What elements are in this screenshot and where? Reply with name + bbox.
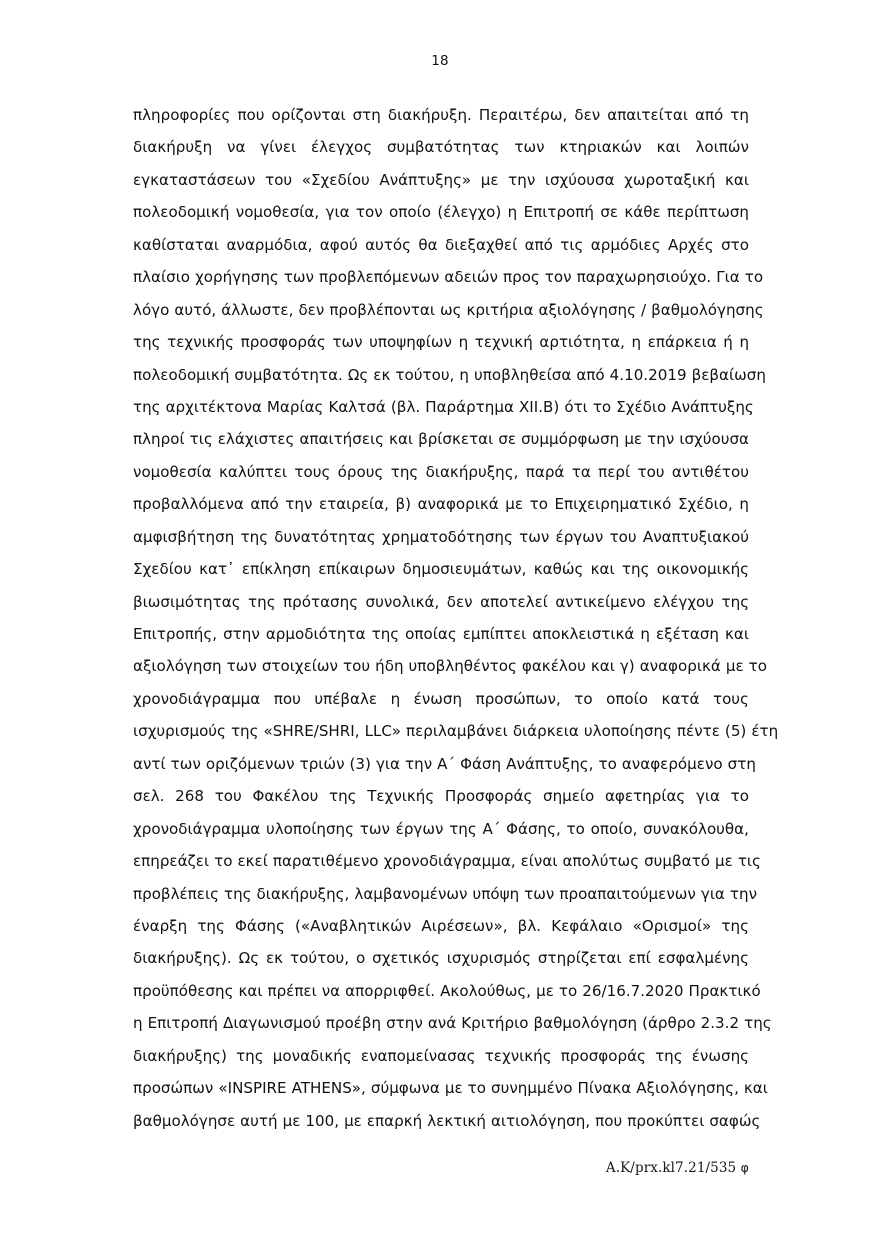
body-line: πληροφορίες που ορίζονται στη διακήρυξη. Περαιτέρω, δεν απαιτείται από τη	[133, 106, 749, 124]
body-line: πολεοδομική συμβατότητα. Ως εκ τούτου, η υποβληθείσα από 4.10.2019 βεβαίωση	[133, 365, 766, 384]
body-line: νομοθεσία καλύπτει τους όρους της διακήρυξης, παρά τα περί του αντιθέτου	[133, 462, 750, 481]
body-line: Επιτροπής, στην αρμοδιότητα της οποίας εμπίπτει αποκλειστικά η εξέταση και	[133, 625, 749, 643]
footer-reference	[133, 1158, 749, 1178]
body-line: προϋπόθεσης και πρέπει να απορριφθεί. Ακολούθως, με το 26/16.7.2020 Πρακτικό	[133, 981, 761, 1000]
body-line: της τεχνικής προσφοράς των υποψηφίων η τεχνική αρτιότητα, η επάρκεια ή η	[133, 333, 750, 352]
footer-suffix: φ	[740, 1160, 749, 1175]
body-line: διακήρυξη να γίνει έλεγχος συμβατότητας των κτηριακών και λοιπών	[133, 138, 749, 157]
body-line: λόγο αυτό, άλλωστε, δεν προβλέπονται ως κριτήρια αξιολόγησης / βαθμολόγησης	[133, 300, 764, 319]
page-number: 18	[431, 53, 449, 69]
body-line: Σχεδίου κατ᾽ επίκληση επίκαιρων δημοσιευμάτων, καθώς και της οικονομικής	[133, 560, 750, 579]
body-line: αντί των οριζόμενων τριών (3) για την Α΄ Φάση Ανάπτυξης, το αναφερόμενο στη	[133, 754, 756, 773]
body-text-block	[133, 99, 779, 1137]
body-line: διακήρυξης) της μοναδικής εναπομείνασας τεχνικής προσφοράς της ένωσης	[133, 1046, 750, 1065]
body-line: αμφισβήτηση της δυνατότητας χρηματοδότησης των έργων του Αναπτυξιακού	[133, 527, 749, 546]
body-line: ισχυρισμούς της «SHRE/SHRI, LLC» περιλαμβάνει διάρκεια υλοποίησης πέντε (5) έτη	[133, 722, 779, 741]
body-line: πληροί τις ελάχιστες απαιτήσεις και βρίσκεται σε συμμόρφωση με την ισχύουσα	[133, 430, 750, 449]
body-line: καθίσταται αναρμόδια, αφού αυτός θα διεξαχθεί από τις αρμόδιες Αρχές στο	[133, 235, 749, 254]
body-line: πολεοδομική νομοθεσία, για τον οποίο (έλεγχο) η Επιτροπή σε κάθε περίπτωση	[133, 203, 750, 222]
body-line: έναρξη της Φάσης («Αναβλητικών Αιρέσεων», βλ. Κεφάλαιο «Ορισμοί» της	[133, 916, 749, 935]
body-line: σελ. 268 του Φακέλου της Τεχνικής Προσφοράς σημείο αφετηρίας για το	[133, 787, 749, 806]
body-paragraph	[133, 99, 779, 1137]
body-line: βιωσιμότητας της πρότασης συνολικά, δεν αποτελεί αντικείμενο ελέγχου της	[133, 592, 750, 611]
body-line: χρονοδιάγραμμα που υπέβαλε η ένωση προσώπων, το οποίο κατά τους	[133, 689, 749, 708]
body-line: διακήρυξης). Ως εκ τούτου, ο σχετικός ισχυρισμός στηρίζεται επί εσφαλμένης	[133, 949, 750, 968]
body-line: προβλέπεις της διακήρυξης, λαμβανομένων υπόψη των προαπαιτούμενων για την	[133, 884, 758, 903]
body-line: εγκαταστάσεων του «Σχεδίου Ανάπτυξης» με την ισχύουσα χωροταξική και	[133, 170, 749, 189]
body-line: αξιολόγηση των στοιχείων του ήδη υποβληθέντος φακέλου και γ) αναφορικά με το	[133, 657, 768, 676]
body-line: προβαλλόμενα από την εταιρεία, β) αναφορικά με το Επιχειρηματικό Σχέδιο, η	[133, 495, 749, 514]
body-line: επηρεάζει το εκεί παρατιθέμενο χρονοδιάγραμμα, είναι απολύτως συμβατό με τις	[133, 852, 761, 871]
body-line: της αρχιτέκτονα Μαρίας Καλτσά (βλ. Παράρτημα XII.B) ότι το Σχέδιο Ανάπτυξης	[133, 397, 754, 416]
body-line: πλαίσιο χορήγησης των προβλεπόμενων αδειών προς τον παραχωρησιούχο. Για το	[133, 268, 764, 287]
body-line: προσώπων «INSPIRE ATHENS», σύμφωνα με το συνημμένο Πίνακα Αξιολόγησης, και	[133, 1079, 768, 1098]
footer-reference-code: A.K/prx.kl7.21/535	[605, 1160, 737, 1176]
body-line: η Επιτροπή Διαγωνισμού προέβη στην ανά Κριτήριο βαθμολόγηση (άρθρο 2.3.2 της	[133, 1014, 772, 1033]
body-line: βαθμολόγησε αυτή με 100, με επαρκή λεκτική αιτιολόγηση, που προκύπτει σαφώς	[133, 1111, 761, 1130]
body-line: χρονοδιάγραμμα υλοποίησης των έργων της Α΄ Φάσης, το οποίο, συνακόλουθα,	[133, 819, 749, 838]
